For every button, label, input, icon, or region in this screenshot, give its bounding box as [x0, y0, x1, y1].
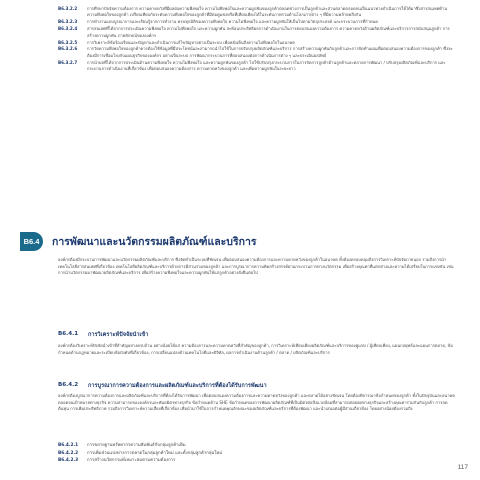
list-item	[58, 40, 456, 46]
item-number: B6.3.2.3	[58, 19, 78, 25]
section-intro: องค์กรต้องมีกระบวนการพัฒนาและนวัตกรรมผลิตภัณฑ์และบริการ ซึ่งจัดทำเป็นระบบที่ชัดเจน เพื่อตอบสนองความต้องการและความคาดหวังของลูกค้าในอนาคต ทั้งต้องครอบคลุมถึงการวิเคราะห์ปัจจัยภายนอก รวมถึงการนำเทคโนโลยีสารสนเทศที่เกี่ยวข้อง เทคโนโลยีผลิตภัณฑ์และบริการด้วยการมีส่วนร่วมของลูกค้า และการบูรณาการความคิดสร้างสรรค์ผ่านกระบวนการทางนวัตกรรม เพื่อสร้างคุณค่าที่แตกต่างและความได้เปรียบในการแข่งขัน เช่น การนำนวัตกรรมมาพัฒนาผลิตภัณฑ์และบริการ เพื่อสร้างความพึงพอใจและความผูกพันให้แก่ลูกค้าอย่างยั่งยืนต่อไป	[58, 257, 454, 276]
subsection-paragraph: องค์กรต้องบูรณาการความต้องการและผลิตภัณฑ์และบริการที่ต้องได้รับการพัฒนา เพื่อตอบสนองความต้องการและความคาดหวังของลูกค้า และตลาดได้อย่างชัดเจน โดยต้องพิจารณาข้อกำหนดของลูกค้า ทั้งในปัจจุบันและอนาคต ตลอดจนเป้าหมายทางธุรกิจ ความสามารถขององค์กรและพันธมิตรทางธุรกิจ ข้อกำหนดด้าน SHE ข้อกำหนดของการพัฒนาผลิตภัณฑ์ที่เป็นมิตรต่อสิ่งแวดล้อมที่สามารถต่อยอดทางธุรกิจและสร้างคุณค่าร่วมกันกับลูกค้า การลดต้นทุน การเพิ่มประสิทธิภาพ รวมถึงการวิเคราะห์ความเสี่ยงที่เกี่ยวข้อง เพื่อนำมาใช้ในการกำหนดคุณลักษณะของผลิตภัณฑ์และบริการที่ต้องพัฒนา และนำเสนอต่อผู้มีส่วนเกี่ยวข้อง โดยอย่างน้อยต้องรวมถึง	[58, 393, 455, 412]
subsection-paragraph: องค์กรต้องวิเคราะห์ปัจจัยนำเข้าที่สำคัญอย่างครบถ้วน อย่างน้อยได้แก่ ความต้องการและความคาดหวังที่สำคัญของลูกค้า, การวิเคราะห์เทียบเคียงผลิตภัณฑ์และบริการของคู่แข่ง / ผู้เทียบเคียง, แผนกลยุทธ์และแผนการตลาด, ข้อกำหนดด้านกฎหมายและระเบียบข้อบังคับที่เกี่ยวข้อง, การเปลี่ยนแปลงด้านเทคโนโลยีและดิจิทัล, ผลการดำเนินงานด้านลูกค้า / ตลาด / ผลิตภัณฑ์และบริการ	[58, 343, 453, 355]
subsection-number: B6.4.2	[58, 382, 79, 388]
subsection-title: การวิเคราะห์ปัจจัยนำเข้า	[88, 332, 149, 338]
item-number: B6.3.2.6	[58, 46, 78, 52]
item-number: B6.4.2.3	[58, 458, 79, 463]
list-item	[58, 60, 456, 73]
item-text: การศึกษาปัจจัยความต้องการ ความคาดหวังที่มีผลต่อความพึงพอใจ ความไม่พึงพอใจและความผูกพันของลูกค้าตลอดช่วงการเป็นลูกค้าและส่วนตลาดตลอดจนเป็นแนวทางดำเนินการให้ได้มาซึ่งสารสนเทศด้านความพึงพอใจของลูกค้า เปรียบเทียบกับระดับความพึงพอใจของลูกค้าที่มีต่อคู่แข่งหรือที่เทียบเคียงได้ในระดับภาพรวมด้านโลกเก่า/ต่าง ๆ ที่มีความคล้ายคลึงกัน	[87, 6, 448, 18]
page-number: 117	[457, 464, 468, 471]
top-item-list	[58, 6, 456, 73]
item-number: B6.4.2.2	[58, 450, 79, 456]
item-text: การนำผลที่ได้จากการประเมินด้านความพึงพอใจ ความไม่พึงพอใจ และความผูกพันของลูกค้า ไปใช้ปรับปรุงกระบวนการในการจัดการลูกค้าด้านลูกค้าและตลาดการพัฒนา / ปรับปรุงผลิตภัณฑ์และบริการ และกระบวนการดำเนินงานที่เกี่ยวข้อง เพื่อตอบสนองความต้องการ ความคาดหวังของลูกค้า และเพิ่มความผูกพันในระยะยาว	[87, 59, 446, 72]
item-number: B6.3.2.5	[58, 39, 78, 45]
item-number: B6.3.2.4	[58, 26, 78, 32]
item-text: การวัดความพึงพอใจของลูกค้าควรต้องใช้ข้อมูลที่มีประโยชน์และสามารถนำไปใช้ในการปรับปรุงผลิตภัณฑ์และบริการ การสร้างความผูกพันกับลูกค้าและการจัดทำแผนเพื่อตอบสนองความต้องการของลูกค้า ซึ่งจะต้องมีการเชื่อมโยงกับแผนธุรกิจขององค์กร อย่างเป็นระบบ การพัฒนากระบวนการที่ตอบสนองต่อการดำเนินการต่าง ๆ และประเมินผลลัพธ์	[87, 46, 453, 58]
item-text: การเพิ่มส่วนแบ่งทางการตลาดในกลุ่มลูกค้าใหม่ และตั้งกลุ่มลูกค้ากลุ่มใหม่	[87, 450, 223, 456]
subsection-number: B6.4.1	[58, 331, 79, 337]
item-text: การสร้างนวัตกรรมที่เหมาะสมตามความต้องการ	[87, 458, 176, 463]
subsection-title: การบูรณาการความต้องการและผลิตภัณฑ์และบริการที่ต้องได้รับการพัฒนา	[88, 383, 267, 389]
subsection-heading	[58, 382, 267, 390]
subsection-heading	[58, 331, 148, 339]
list-item	[58, 46, 456, 59]
list-item	[58, 457, 456, 465]
list-item	[58, 6, 456, 19]
item-number: B6.4.2.1	[58, 443, 79, 448]
section-title: การพัฒนาและนวัตกรรมผลิตภัณฑ์และบริการ	[52, 236, 257, 248]
list-item	[58, 450, 456, 458]
item-text: การวิเคราะห์ข้อร้องเรียนและปัญหาและดำเนินการแก้ไขปัญหาอย่างเป็นระบบ เพื่อหยั่งเห็นถึงความไม่พึงพอใจในอนาคต	[87, 39, 295, 45]
item-text: สารสนเทศที่ได้จากการประเมินความพึงพอใจ ความไม่พึงพอใจ และความผูกพัน สะท้อนประสิทธิผลการดำเนินงานในการตอบสนองความต้องการ ความคาดหวังด้านผลิตภัณฑ์และบริการการสนับสนุนลูกค้า การสร้างความผูกพัน ภาพลักษณ์ขององค์กร	[87, 26, 450, 38]
sub-item-list	[58, 442, 456, 465]
list-item	[58, 26, 456, 39]
item-number: B6.3.2.7	[58, 59, 78, 65]
item-text: การทำงานแบบบูรณาการและเรียนรู้จากการทำงาน ครบทุกมิติของความพึงพอใจ ความไม่พึงพอใจ และความผูกพันให้เป็นไปตามวัตถุประสงค์ และกระบวนการที่กำหนด	[87, 19, 378, 25]
section-badge: B6.4	[20, 232, 43, 251]
list-item	[58, 19, 456, 25]
item-number: B6.3.2.2	[58, 6, 78, 11]
list-item	[58, 442, 456, 450]
section-heading	[20, 232, 257, 251]
item-text: การขยายฐานทรัพยากรความสัมพันธ์กับกลุ่มลูกค้าเดิม	[87, 443, 186, 448]
